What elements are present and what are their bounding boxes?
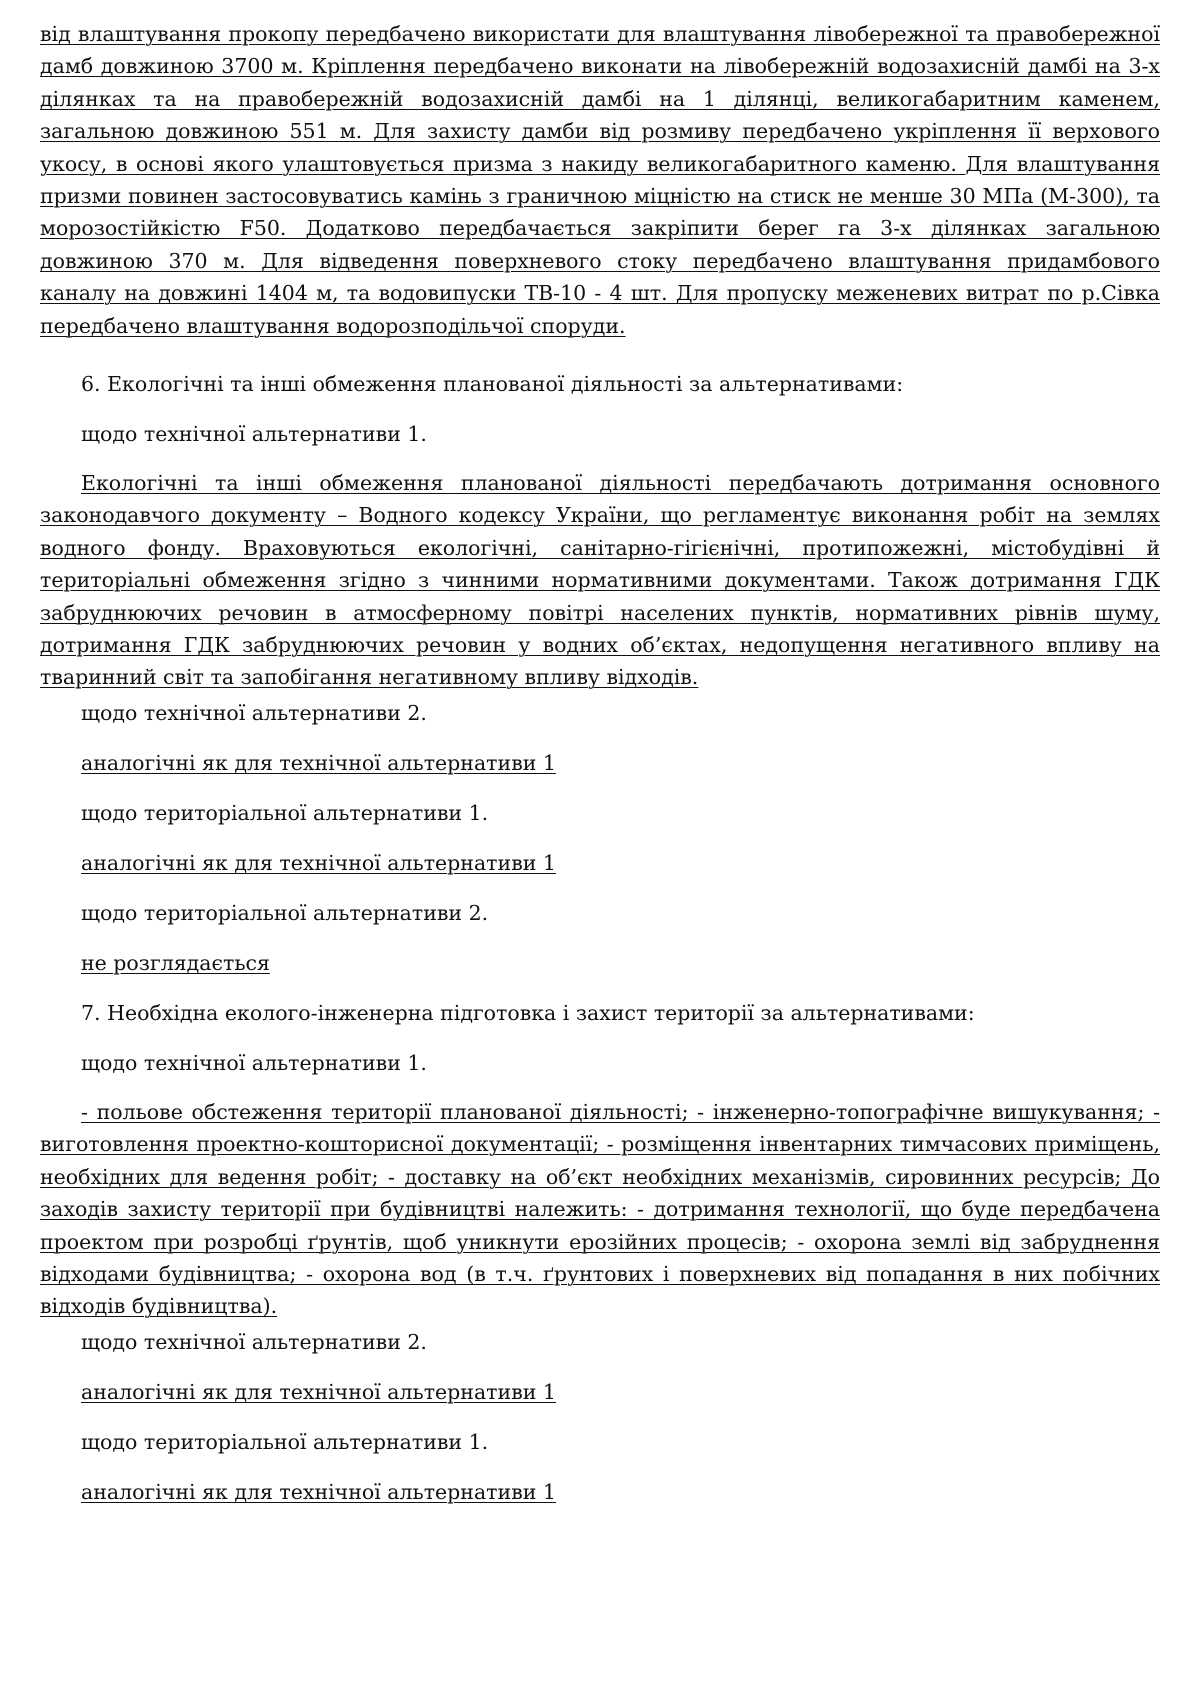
s7-technical-alt2-label: щодо технічної альтернативи 2. — [81, 1330, 427, 1354]
s7-territorial-alt1-text: аналогічні як для технічної альтернативи 1 — [81, 1480, 556, 1504]
s7-technical-alt1-text: - польове обстеження території планованої діяльності; - інженерно-топографічне вишукування; - виготовлення проектно-кошторисної документації; - розміщення інвентарних тимчасових приміщень, необхідних для ведення робіт; - доставку на об’єкт необхідних механізмів, сировинних ресурсів; До заходів захисту території при будівництві належить: - дотримання технології, що буде передбачена проектом при розробці ґрунтів, щоб уникнути ерозійних процесів; - охорона землі від забруднення відходами будівництва; - охорона вод (в т.ч. ґрунтових і поверхневих від попадання в них побічних відходів будівництва). — [40, 1100, 1160, 1319]
section5-continuation-paragraph: від влаштування прокопу передбачено використати для влаштування лівобережної та правобережної дамб довжиною 3700 м. Кріплення передбачено виконати на лівобережній водозахисній дамбі на 3-х ділянках та на правобережній водозахисній дамбі на 1 ділянці, великогабаритним каменем, загальною довжиною 551 м. Для захисту дамби від розмиву передбачено укріплення її верхового укосу, в основі якого улаштовується призма з накиду великогабаритного каменю. Для влаштування призми повинен застосовуватись камінь з граничною міцністю на стиск не менше 30 МПа (М-300), та морозостійкістю F50. Додатково передбачається закріпити берег га 3-х ділянках загальною довжиною 370 м. Для відведення поверхневого стоку передбачено влаштування придамбового каналу на довжині 1404 м, та водовипуски ТВ-10 - 4 шт. Для пропуску меженевих витрат по р.Сівка передбачено влаштування водорозподільчої споруди. — [40, 22, 1160, 338]
s6-technical-alt2-label: щодо технічної альтернативи 2. — [81, 701, 427, 725]
s6-territorial-alt1-text: аналогічні як для технічної альтернативи 1 — [81, 851, 556, 875]
s7-technical-alt2-text: аналогічні як для технічної альтернативи 1 — [81, 1380, 556, 1404]
s6-technical-alt1-text: Екологічні та інші обмеження планованої діяльності передбачають дотримання основного законодавчого документу – Водного кодексу України, що регламентує виконання робіт на землях водного фонду. Враховуються екологічні, санітарно-гігієнічні, протипожежні, містобудівні й територіальні обмеження згідно з чинними нормативними документами. Також дотримання ГДК забруднюючих речовин в атмосферному повітрі населених пунктів, нормативних рівнів шуму, дотримання ГДК забруднюючих речовин у водних об’єктах, недопущення негативного впливу на тваринний світ та запобігання негативному впливу відходів. — [40, 471, 1160, 690]
s7-territorial-alt1-label: щодо територіальної альтернативи 1. — [81, 1430, 489, 1454]
s6-territorial-alt2-label: щодо територіальної альтернативи 2. — [81, 901, 489, 925]
s6-technical-alt2-text: аналогічні як для технічної альтернативи 1 — [81, 751, 556, 775]
section7-heading: 7. Необхідна еколого-інженерна підготовка і захист території за альтернативами: — [81, 1001, 975, 1025]
s6-territorial-alt1-label: щодо територіальної альтернативи 1. — [81, 801, 489, 825]
section6-heading: 6. Екологічні та інші обмеження планованої діяльності за альтернативами: — [81, 372, 904, 396]
s6-technical-alt1-label: щодо технічної альтернативи 1. — [81, 422, 427, 446]
s7-technical-alt1-label: щодо технічної альтернативи 1. — [81, 1051, 427, 1075]
s6-territorial-alt2-text: не розглядається — [81, 951, 270, 975]
